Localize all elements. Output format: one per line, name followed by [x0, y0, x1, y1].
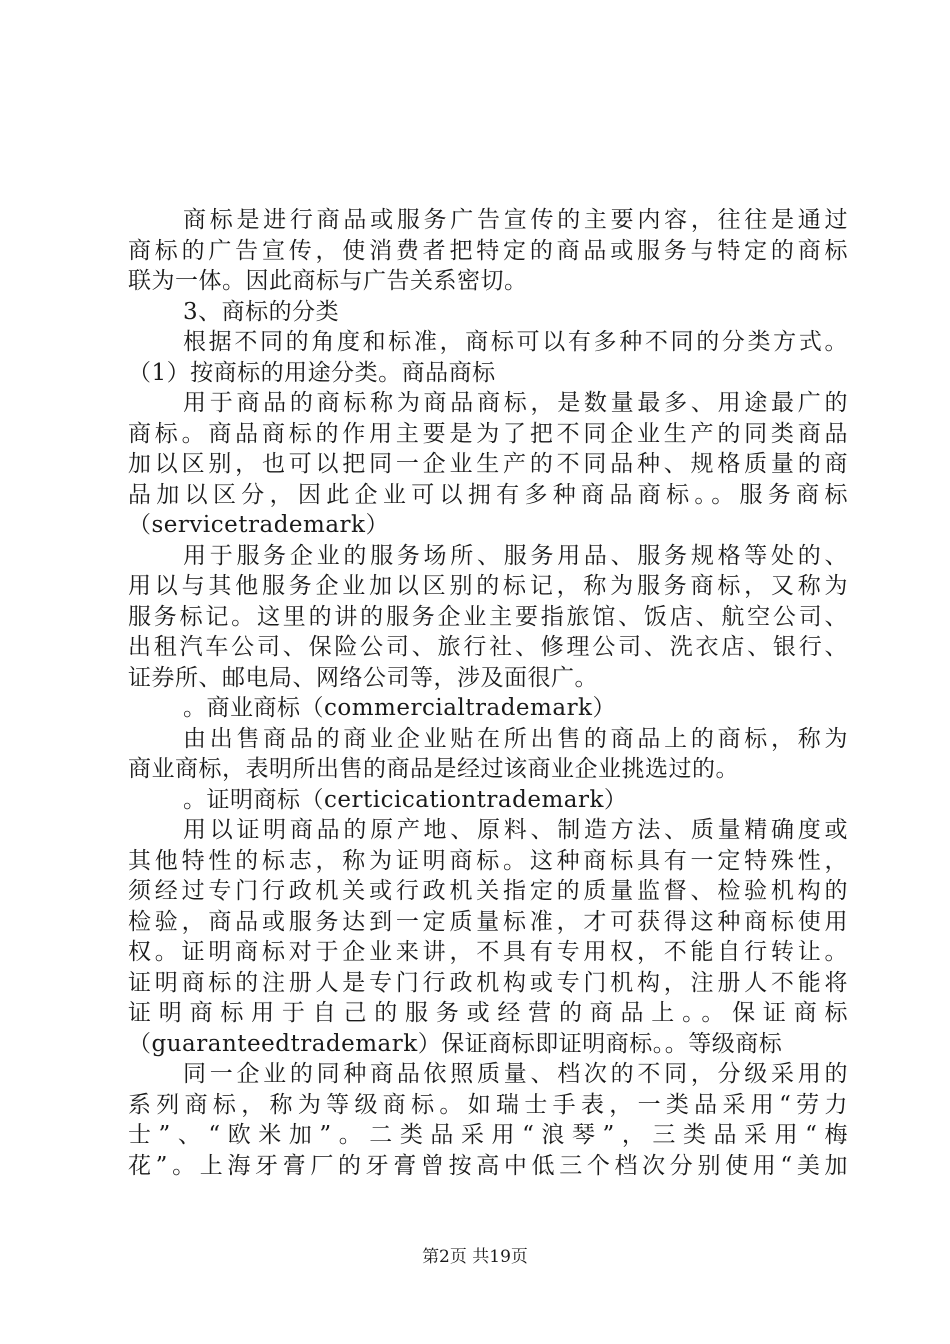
text-line: 服务标记。这里的讲的服务企业主要指旅馆、饭店、航空公司、 [128, 603, 848, 630]
text-line: 。商业商标（commercialtrademark） [183, 695, 616, 721]
text-line: 商业商标，表明所出售的商品是经过该商业企业挑选过的。 [128, 756, 739, 782]
text-line: 同一企业的同种商品依照质量、档次的不同，分级采用的 [183, 1061, 848, 1087]
text-line: （guaranteedtrademark）保证商标即证明商标。。等级商标 [128, 1030, 783, 1057]
page-footer: 第2页 共19页 [422, 1247, 528, 1267]
text-line: 系列商标，称为等级商标。如瑞士手表，一类品采用“劳力 [128, 1091, 848, 1118]
text-line: 检验，商品或服务达到一定质量标准，才可获得这种商标使用 [128, 908, 848, 935]
text-line: 根据不同的角度和标准，商标可以有多种不同的分类方式。 [183, 329, 848, 355]
text-line: 权。证明商标对于企业来讲，不具有专用权，不能自行转让。 [128, 939, 848, 965]
text-line: （servicetrademark） [128, 512, 389, 538]
text-line: 加以区别，也可以把同一企业生产的不同品种、规格质量的商 [128, 451, 848, 477]
text-line: 用以与其他服务企业加以区别的标记，称为服务商标，又称为 [128, 573, 848, 599]
document-body [128, 205, 848, 1181]
text-line: 联为一体。因此商标与广告关系密切。 [128, 268, 528, 294]
text-line: 证券所、邮电局、网络公司等，涉及面很广。 [128, 664, 598, 691]
text-line: 证明商标用于自己的服务或经营的商品上。。保证商标 [128, 1000, 848, 1026]
text-line: 用以证明商品的原产地、原料、制造方法、质量精确度或 [183, 817, 848, 843]
text-line: 品加以区分，因此企业可以拥有多种商品商标。。服务商标 [128, 481, 848, 508]
text-line: 须经过专门行政机关或行政机关指定的质量监督、检验机构的 [128, 878, 848, 904]
text-line: 3、商标的分类 [183, 298, 340, 325]
text-line: 用于服务企业的服务场所、服务用品、服务规格等处的、 [183, 542, 848, 569]
text-line: 由出售商品的商业企业贴在所出售的商品上的商标，称为 [183, 725, 848, 752]
text-line: 出租汽车公司、保险公司、旅行社、修理公司、洗衣店、银行、 [128, 634, 848, 660]
text-line: 证明商标的注册人是专门行政机构或专门机构，注册人不能将 [128, 969, 848, 996]
text-line: 其他特性的标志，称为证明商标。这种商标具有一定特殊性， [128, 847, 848, 874]
text-line: 花”。上海牙膏厂的牙膏曾按高中低三个档次分别使用“美加 [128, 1152, 848, 1179]
text-line: 商标。商品商标的作用主要是为了把不同企业生产的同类商品 [128, 420, 848, 447]
text-line: （1）按商标的用途分类。商品商标 [128, 359, 496, 386]
text-line: 商标是进行商品或服务广告宣传的主要内容，往往是通过 [183, 207, 848, 233]
text-line: 商标的广告宣传，使消费者把特定的商品或服务与特定的商标 [128, 237, 848, 264]
text-line: 士”、“欧米加”。二类品采用“浪琴”，三类品采用“梅 [128, 1122, 848, 1148]
text-line: 。证明商标（certicicationtrademark） [183, 786, 628, 813]
text-line: 用于商品的商标称为商品商标，是数量最多、用途最广的 [183, 390, 848, 416]
